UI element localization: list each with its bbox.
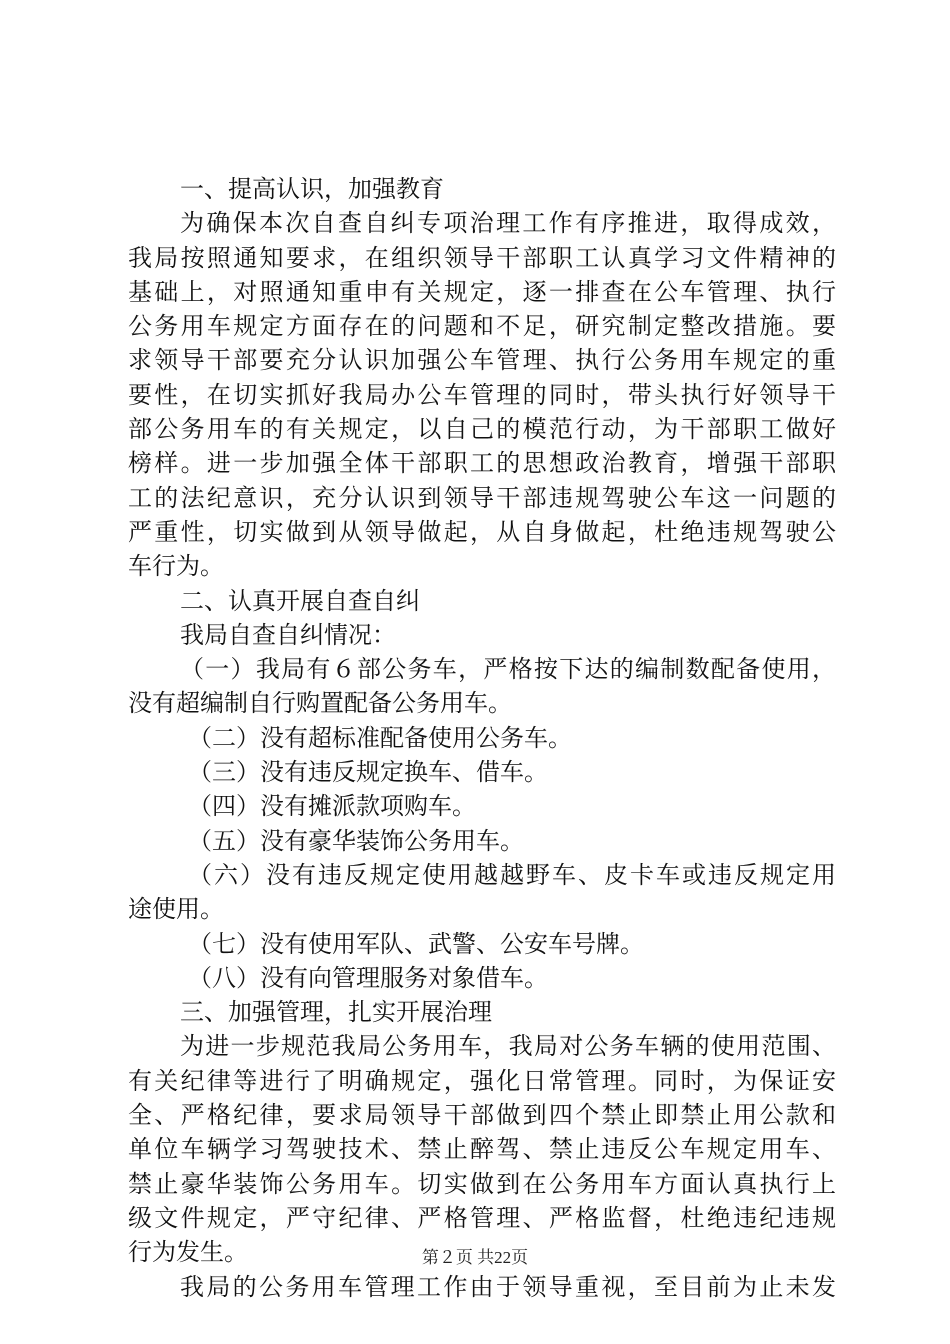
paragraph-line: 我局的公务用车管理工作由于领导重视，至目前为止未发: [180, 1272, 836, 1301]
list-item-1-continued: 没有超编制自行购置配备公务用车。: [128, 689, 512, 718]
heading-3: 三、加强管理，扎实开展治理: [180, 998, 492, 1027]
paragraph-line: 为确保本次自查自纠专项治理工作有序推进，取得成效，: [180, 209, 836, 238]
paragraph-line: 严重性，切实做到从领导做起，从自身做起，杜绝违规驾驶公: [128, 517, 836, 546]
list-item-6-continued: 途使用。: [128, 895, 224, 924]
paragraph-line: 工的法纪意识，充分认识到领导干部违规驾驶公车这一问题的: [128, 483, 836, 512]
paragraph-line: 禁止豪华装饰公务用车。切实做到在公务用车方面认真执行上: [128, 1169, 836, 1198]
paragraph-line: 我局按照通知要求，在组织领导干部职工认真学习文件精神的: [128, 243, 836, 272]
heading-2: 二、认真开展自查自纠: [180, 586, 420, 615]
paragraph-line: 公务用车规定方面存在的问题和不足，研究制定整改措施。要: [128, 312, 836, 341]
list-item-7: （七）没有使用军队、武警、公安车号牌。: [188, 929, 644, 958]
paragraph-line: 要性，在切实抓好我局办公车管理的同时，带头执行好领导干: [128, 380, 836, 409]
paragraph-line: 车行为。: [128, 552, 224, 581]
paragraph-line: 级文件规定，严守纪律、严格管理、严格监督，杜绝违纪违规: [128, 1203, 836, 1232]
paragraph-line: 有关纪律等进行了明确规定，强化日常管理。同时，为保证安: [128, 1066, 836, 1095]
list-item-2: （二）没有超标准配备使用公务车。: [188, 723, 572, 752]
list-item-1: （一）我局有６部公务车，严格按下达的编制数配备使用，: [180, 655, 836, 684]
paragraph-line: 榜样。进一步加强全体干部职工的思想政治教育，增强干部职: [128, 449, 836, 478]
list-item-6: （六）没有违反规定使用越越野车、皮卡车或违反规定用: [188, 860, 836, 889]
page-number-footer: 第２页 共22页: [421, 1248, 529, 1267]
paragraph-line: 为进一步规范我局公务用车，我局对公务车辆的使用范围、: [180, 1032, 836, 1061]
list-item-5: （五）没有豪华装饰公务用车。: [188, 826, 524, 855]
paragraph-line: 基础上，对照通知重申有关规定，逐一排查在公车管理、执行: [128, 277, 836, 306]
list-item-3: （三）没有违反规定换车、借车。: [188, 758, 548, 787]
list-item-8: （八）没有向管理服务对象借车。: [188, 963, 548, 992]
paragraph-line: 行为发生。: [128, 1238, 248, 1267]
heading-1: 一、提高认识，加强教育: [180, 175, 444, 203]
paragraph-line: 求领导干部要充分认识加强公车管理、执行公务用车规定的重: [128, 346, 836, 375]
paragraph-line: 单位车辆学习驾驶技术、禁止醉驾、禁止违反公车规定用车、: [128, 1135, 836, 1164]
paragraph-line: 我局自查自纠情况：: [180, 620, 396, 649]
paragraph-line: 全、严格纪律，要求局领导干部做到四个禁止即禁止用公款和: [128, 1101, 836, 1130]
paragraph-line: 部公务用车的有关规定，以自己的模范行动，为干部职工做好: [128, 415, 836, 444]
document-body: [128, 172, 836, 1304]
list-item-4: （四）没有摊派款项购车。: [188, 792, 476, 821]
